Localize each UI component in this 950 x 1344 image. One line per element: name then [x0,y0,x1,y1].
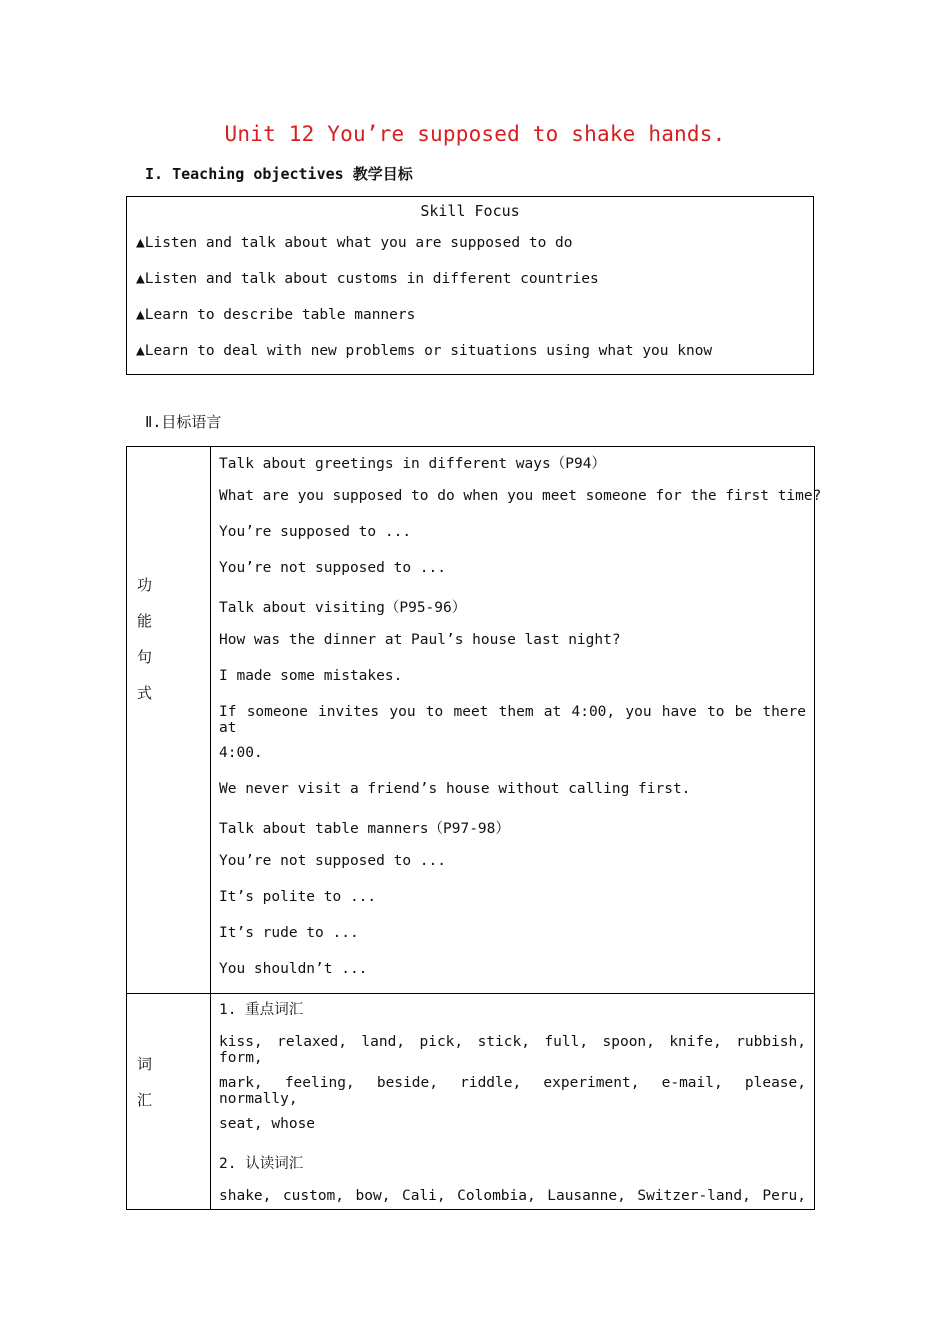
function-line: It’s rude to ... [219,925,359,941]
function-line: How was the dinner at Paul’s house last night? [219,632,621,648]
vocabulary-heading-key: 1. 重点词汇 [219,1002,304,1018]
function-line: It’s polite to ... [219,889,377,905]
function-line: You’re not supposed to ... [219,560,446,576]
section-heading-objectives: I. Teaching objectives 教学目标 [145,165,413,183]
function-line: Talk about table manners（P97-98） [219,821,510,837]
vocabulary-heading-read: 2. 认读词汇 [219,1156,304,1172]
skill-item: ▲Learn to deal with new problems or situations using what you know [136,343,713,359]
key-words-line: kiss, relaxed, land, pick, stick, full, spoon, knife, rubbish, form, [219,1034,806,1066]
key-words-line: mark, feeling, beside, riddle, experiment, e-mail, please, normally, [219,1075,806,1107]
function-line: I made some mistakes. [219,668,403,684]
functions-content-cell [211,447,822,994]
function-line: If someone invites you to meet them at 4:00, you have to be there at [219,704,806,736]
key-words-line: seat, whose [219,1116,316,1132]
skill-focus-box [126,196,814,375]
function-line: You’re not supposed to ... [219,853,446,869]
function-line: 4:00. [219,745,263,761]
function-line: You shouldn’t ... [219,961,368,977]
document-title: Unit 12 You’re supposed to shake hands. [224,122,726,146]
functions-label: 功 能 句 式 [137,576,153,702]
target-language-table [126,446,822,1210]
vocabulary-label-cell [127,994,211,1210]
function-line: Talk about visiting（P95-96） [219,600,467,616]
functions-label-cell [127,447,211,994]
skill-item: ▲Learn to describe table manners [136,307,416,323]
skill-item: ▲Listen and talk about customs in different countries [136,271,599,287]
function-line: We never visit a friend’s house without calling first. [219,781,691,797]
vocabulary-content-cell [211,994,815,1210]
function-line: What are you supposed to do when you meet someone for the first time? [219,488,822,504]
read-words-line: shake, custom, bow, Cali, Colombia, Lausanne, Switzer-land, Peru, [219,1188,806,1204]
function-line: You’re supposed to ... [219,524,412,540]
vocabulary-label: 词 汇 [137,1055,153,1109]
skill-item: ▲Listen and talk about what you are supposed to do [136,235,573,251]
section-heading-target-language: Ⅱ.目标语言 [145,413,222,431]
function-line: Talk about greetings in different ways（P94） [219,456,606,472]
functions-row [127,447,815,994]
vocabulary-row [127,994,815,1210]
skill-focus-heading: Skill Focus [420,202,520,220]
